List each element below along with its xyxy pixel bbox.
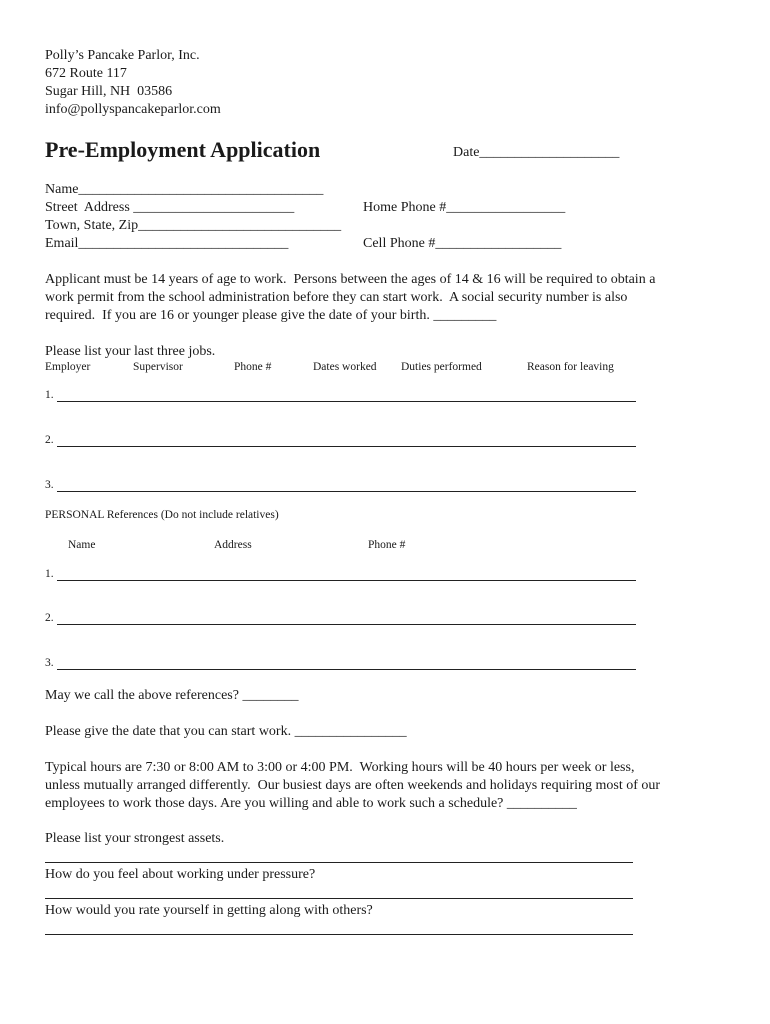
job-row-number: 2. <box>45 434 54 446</box>
ref-line-3[interactable] <box>57 669 636 670</box>
date-field[interactable]: Date____________________ <box>453 145 620 160</box>
ref-line-1[interactable] <box>57 580 636 581</box>
jobs-col-duties: Duties performed <box>401 361 482 373</box>
age-requirement-text: Applicant must be 14 years of age to work. Persons between the ages of 14 & 16 will be required to obtain a <box>45 272 656 287</box>
ref-row-number: 2. <box>45 612 54 624</box>
work-permit-text: work permit from the school administration before they can start work. A social security number is also <box>45 290 628 305</box>
schedule-field[interactable]: employees to work those days. Are you willing and able to work such a schedule? __________ <box>45 796 577 811</box>
jobs-col-reason: Reason for leaving <box>527 361 614 373</box>
job-row-number: 3. <box>45 479 54 491</box>
company-street: 672 Route 117 <box>45 66 127 81</box>
home-phone-field[interactable]: Home Phone #_________________ <box>363 200 566 215</box>
page-title: Pre-Employment Application <box>45 137 321 162</box>
hours-text: unless mutually arranged differently. Our busiest days are often weekends and holidays requiring most of our <box>45 778 661 793</box>
jobs-col-supervisor: Supervisor <box>133 361 183 373</box>
jobs-col-employer: Employer <box>45 361 91 373</box>
town-state-zip-field[interactable]: Town, State, Zip_____________________________ <box>45 218 342 233</box>
street-address-field[interactable]: Street Address _______________________ <box>45 200 295 215</box>
assets-answer-line[interactable] <box>45 862 633 863</box>
references-heading: PERSONAL References (Do not include relatives) <box>45 509 279 521</box>
job-line-2[interactable] <box>57 446 636 447</box>
job-line-3[interactable] <box>57 491 636 492</box>
birth-date-field[interactable]: required. If you are 16 or younger please give the date of your birth. _________ <box>45 308 497 323</box>
call-references-field[interactable]: May we call the above references? ________ <box>45 688 299 703</box>
ref-col-address: Address <box>214 539 252 551</box>
getting-along-answer-line[interactable] <box>45 934 633 935</box>
pressure-question: How do you feel about working under pressure? <box>45 867 316 882</box>
ref-row-number: 1. <box>45 568 54 580</box>
company-name: Polly’s Pancake Parlor, Inc. <box>45 48 200 63</box>
start-date-field[interactable]: Please give the date that you can start work. ________________ <box>45 724 407 739</box>
ref-line-2[interactable] <box>57 624 636 625</box>
getting-along-question: How would you rate yourself in getting along with others? <box>45 903 373 918</box>
company-city: Sugar Hill, NH 03586 <box>45 84 173 99</box>
job-row-number: 1. <box>45 389 54 401</box>
company-email: info@pollyspancakeparlor.com <box>45 102 221 117</box>
email-field[interactable]: Email______________________________ <box>45 236 289 251</box>
pressure-answer-line[interactable] <box>45 898 633 899</box>
cell-phone-field[interactable]: Cell Phone #__________________ <box>363 236 562 251</box>
job-line-1[interactable] <box>57 401 636 402</box>
name-field[interactable]: Name___________________________________ <box>45 182 324 197</box>
hours-text: Typical hours are 7:30 or 8:00 AM to 3:00 or 4:00 PM. Working hours will be 40 hours per week or less, <box>45 760 635 775</box>
ref-col-phone: Phone # <box>368 539 406 551</box>
jobs-heading: Please list your last three jobs. <box>45 344 216 359</box>
jobs-col-dates-worked: Dates worked <box>313 361 377 373</box>
ref-col-name: Name <box>68 539 96 551</box>
ref-row-number: 3. <box>45 657 54 669</box>
jobs-col-phone: Phone # <box>234 361 272 373</box>
assets-question: Please list your strongest assets. <box>45 831 225 846</box>
